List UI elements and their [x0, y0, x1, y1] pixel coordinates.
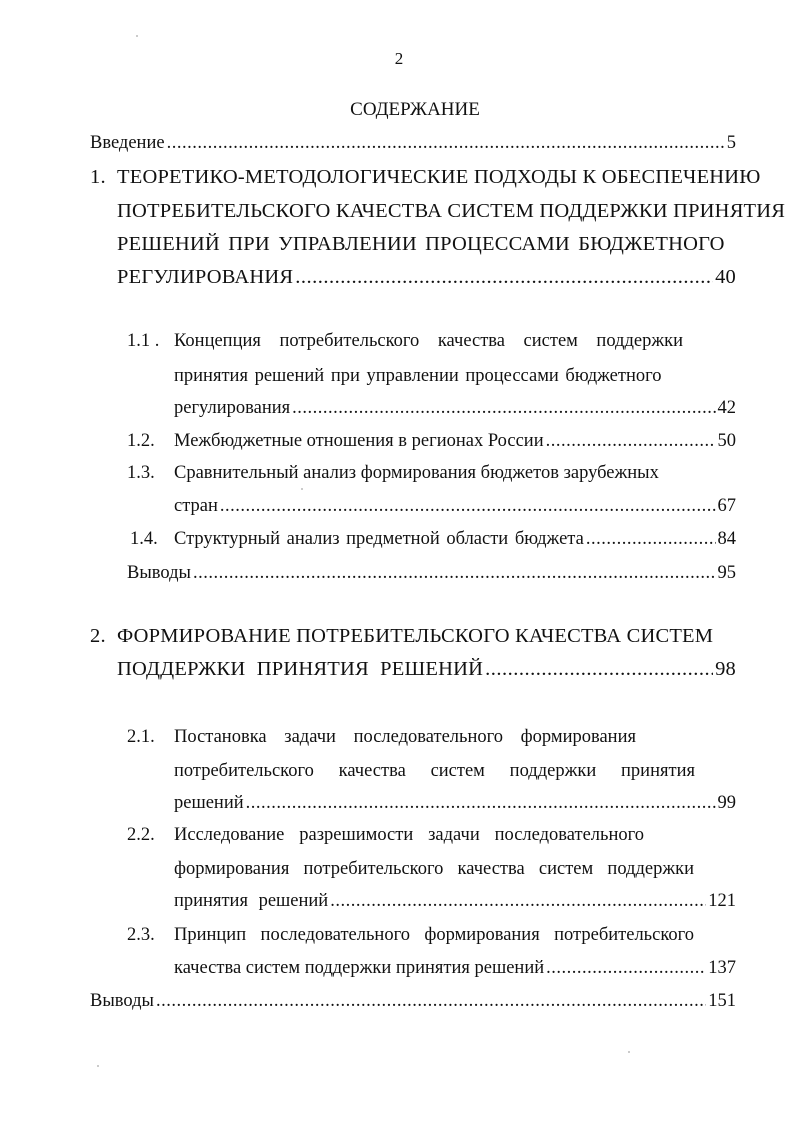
toc-section-title-line: принятия решений — [174, 891, 329, 911]
toc-page-number: 40 — [715, 266, 736, 288]
toc-chapter-title-line: ФОРМИРОВАНИЕ ПОТРЕБИТЕЛЬСКОГО КАЧЕСТВА СИСТЕМ — [117, 625, 714, 647]
toc-section-line[interactable] — [127, 461, 659, 485]
toc-page-number: 67 — [717, 496, 736, 516]
toc-chapter-heading-line[interactable] — [90, 165, 761, 189]
toc-section-1-2[interactable] — [127, 429, 736, 453]
toc-section-1-4[interactable] — [130, 527, 736, 551]
toc-section-line[interactable] — [127, 823, 644, 847]
toc-page-number: 42 — [717, 398, 736, 418]
toc-section-number: 2.2. — [127, 825, 155, 845]
toc-chapter-title-last-line[interactable] — [117, 265, 736, 289]
toc-section-title-line: Структурный анализ предметной области бюджета — [174, 529, 584, 549]
dot-leader — [156, 989, 706, 1013]
toc-page-number: 95 — [717, 563, 736, 583]
toc-section-title-last-line[interactable] — [174, 956, 736, 980]
toc-section-title-last-line[interactable] — [174, 791, 736, 815]
toc-section-title-line: формирования потребительского качества систем поддержки — [174, 859, 694, 879]
toc-section-number: 2.1. — [127, 727, 155, 747]
toc-chapter-title-line: РЕГУЛИРОВАНИЯ — [117, 266, 294, 288]
toc-section-title-line: Межбюджетные отношения в регионах России — [174, 431, 544, 451]
toc-page-number: 99 — [717, 793, 736, 813]
toc-section-title-line: Принцип последовательного формирования потребительского — [174, 925, 694, 945]
toc-entry-label: Выводы — [127, 563, 191, 583]
toc-entry-intro[interactable] — [90, 131, 736, 155]
toc-page-number: 151 — [708, 991, 736, 1011]
toc-section-title-line: Постановка задачи последовательного формирования — [174, 727, 636, 747]
dot-leader — [295, 265, 713, 289]
dot-leader — [292, 396, 715, 420]
toc-chapter-number: 1. — [90, 166, 106, 188]
toc-section-number: 2.3. — [127, 925, 155, 945]
toc-section-title-line: потребительского качества систем поддержки принятия — [174, 761, 695, 781]
scan-speck — [301, 488, 303, 490]
dot-leader — [220, 494, 716, 518]
toc-entry-label: Выводы — [90, 991, 154, 1011]
dot-leader — [167, 131, 725, 155]
toc-section-number: 1.2. — [127, 431, 155, 451]
toc-page-number: 84 — [717, 529, 736, 549]
toc-page-number: 50 — [717, 431, 736, 451]
toc-section-title-line: Исследование разрешимости задачи последовательного — [174, 825, 644, 845]
dot-leader — [246, 791, 716, 815]
toc-chapter-title-line: ТЕОРЕТИКО-МЕТОДОЛОГИЧЕСКИЕ ПОДХОДЫ К ОБЕСПЕЧЕНИЮ — [117, 166, 761, 188]
toc-chapter-title-line: ПОДДЕРЖКИ ПРИНЯТИЯ РЕШЕНИЙ — [117, 658, 484, 680]
toc-section-title-line: стран — [174, 496, 218, 516]
scan-speck — [136, 35, 138, 37]
toc-section-number: 1.3. — [127, 463, 155, 483]
toc-chapter-title-line: ПОТРЕБИТЕЛЬСКОГО КАЧЕСТВА СИСТЕМ ПОДДЕРЖКИ ПРИНЯТИЯ — [117, 200, 786, 222]
toc-section-line[interactable] — [127, 923, 694, 947]
dot-leader — [485, 657, 713, 681]
toc-section-title-line: решений — [174, 793, 244, 813]
toc-chapter-title-line: РЕШЕНИЙ ПРИ УПРАВЛЕНИИ ПРОЦЕССАМИ БЮДЖЕТНОГО — [117, 233, 725, 255]
toc-section-number: 1.4. — [130, 529, 158, 549]
dot-leader — [193, 561, 716, 585]
toc-chapter-heading-line[interactable] — [90, 624, 714, 648]
toc-entry-label: Введение — [90, 133, 165, 153]
toc-page-number: 5 — [726, 133, 736, 153]
dot-leader — [546, 429, 716, 453]
dot-leader — [330, 889, 706, 913]
dot-leader — [586, 527, 716, 551]
page-number: 2 — [394, 49, 404, 68]
toc-section-number: 1.1 . — [127, 331, 160, 351]
scan-speck — [97, 1065, 99, 1067]
toc-section-title-line: принятия решений при управлении процессами бюджетного — [174, 366, 662, 386]
toc-page-number: 121 — [708, 891, 736, 911]
dot-leader — [546, 956, 706, 980]
toc-entry-conclusions-1[interactable] — [127, 561, 736, 585]
page-title: СОДЕРЖАНИЕ — [350, 99, 480, 120]
toc-section-title-last-line[interactable] — [174, 494, 736, 518]
toc-chapter-title-last-line[interactable] — [117, 657, 736, 681]
toc-page-number: 98 — [715, 658, 736, 680]
toc-section-title-line: Концепция потребительского качества систем поддержки — [174, 331, 683, 351]
toc-section-title-line: Сравнительный анализ формирования бюджетов зарубежных — [174, 463, 659, 483]
toc-page-number: 137 — [708, 958, 736, 978]
scan-speck — [628, 1051, 630, 1053]
toc-section-title-line: регулирования — [174, 398, 291, 418]
toc-section-title-last-line[interactable] — [174, 889, 736, 913]
toc-section-title-last-line[interactable] — [174, 396, 736, 420]
toc-section-line[interactable] — [127, 725, 636, 749]
toc-entry-conclusions-final[interactable] — [90, 989, 736, 1013]
toc-chapter-number: 2. — [90, 625, 106, 647]
toc-section-line[interactable] — [127, 329, 683, 353]
toc-section-title-line: качества систем поддержки принятия решений — [174, 958, 545, 978]
